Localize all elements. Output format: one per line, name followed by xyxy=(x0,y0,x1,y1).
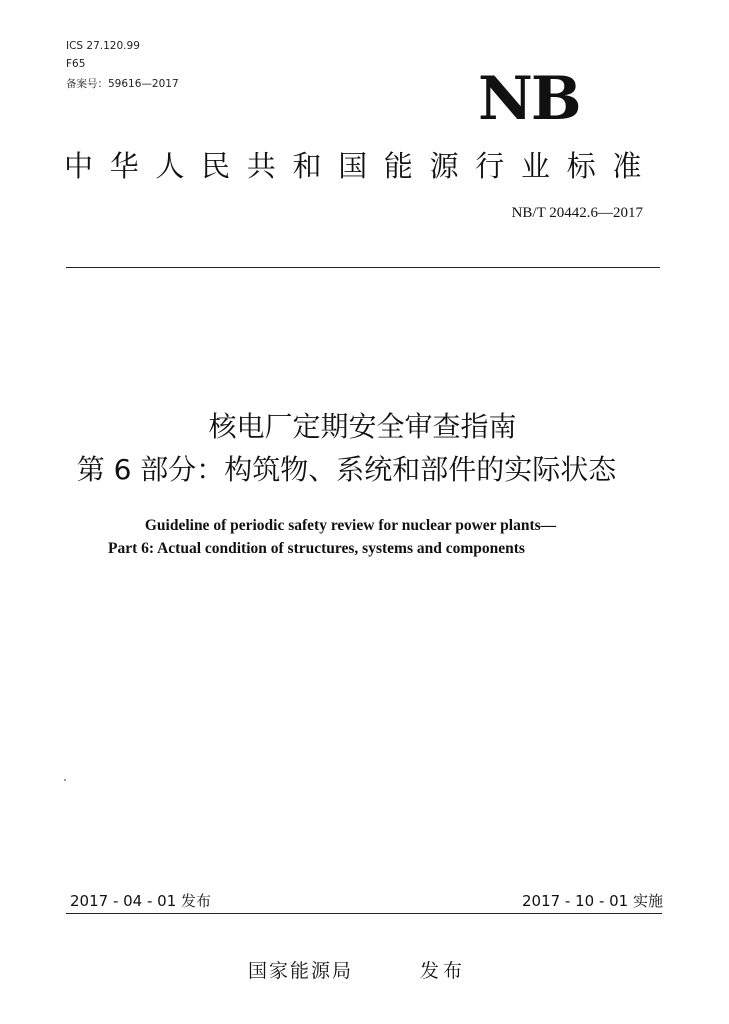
filing-number: 备案号：59616—2017 xyxy=(66,78,179,90)
ics-code: ICS 27.120.99 xyxy=(66,40,140,52)
nb-logo: NB xyxy=(478,64,580,134)
title-zh-line2: 第 6 部分：构筑物、系统和部件的实际状态 xyxy=(76,453,617,486)
title-en-line1: Guideline of periodic safety review for nuclear power plants— xyxy=(144,517,557,534)
issuing-authority: 国家能源局 xyxy=(248,960,354,982)
title-en-line2: Part 6: Actual condition of structures, systems and components xyxy=(108,540,525,557)
ccs-code: F65 xyxy=(66,58,86,70)
scan-speck xyxy=(64,779,66,781)
footer-divider xyxy=(66,913,662,914)
header-divider xyxy=(66,267,660,268)
release-date: 2017 - 04 - 01 发布 xyxy=(70,892,212,910)
standard-code: NB/T 20442.6—2017 xyxy=(511,205,643,221)
issue-label: 发布 xyxy=(420,960,467,982)
organization-title: 中华人民共和国能源行业标准 xyxy=(64,149,659,183)
title-zh-line1: 核电厂定期安全审查指南 xyxy=(208,410,517,443)
implementation-date: 2017 - 10 - 01 实施 xyxy=(521,892,663,910)
